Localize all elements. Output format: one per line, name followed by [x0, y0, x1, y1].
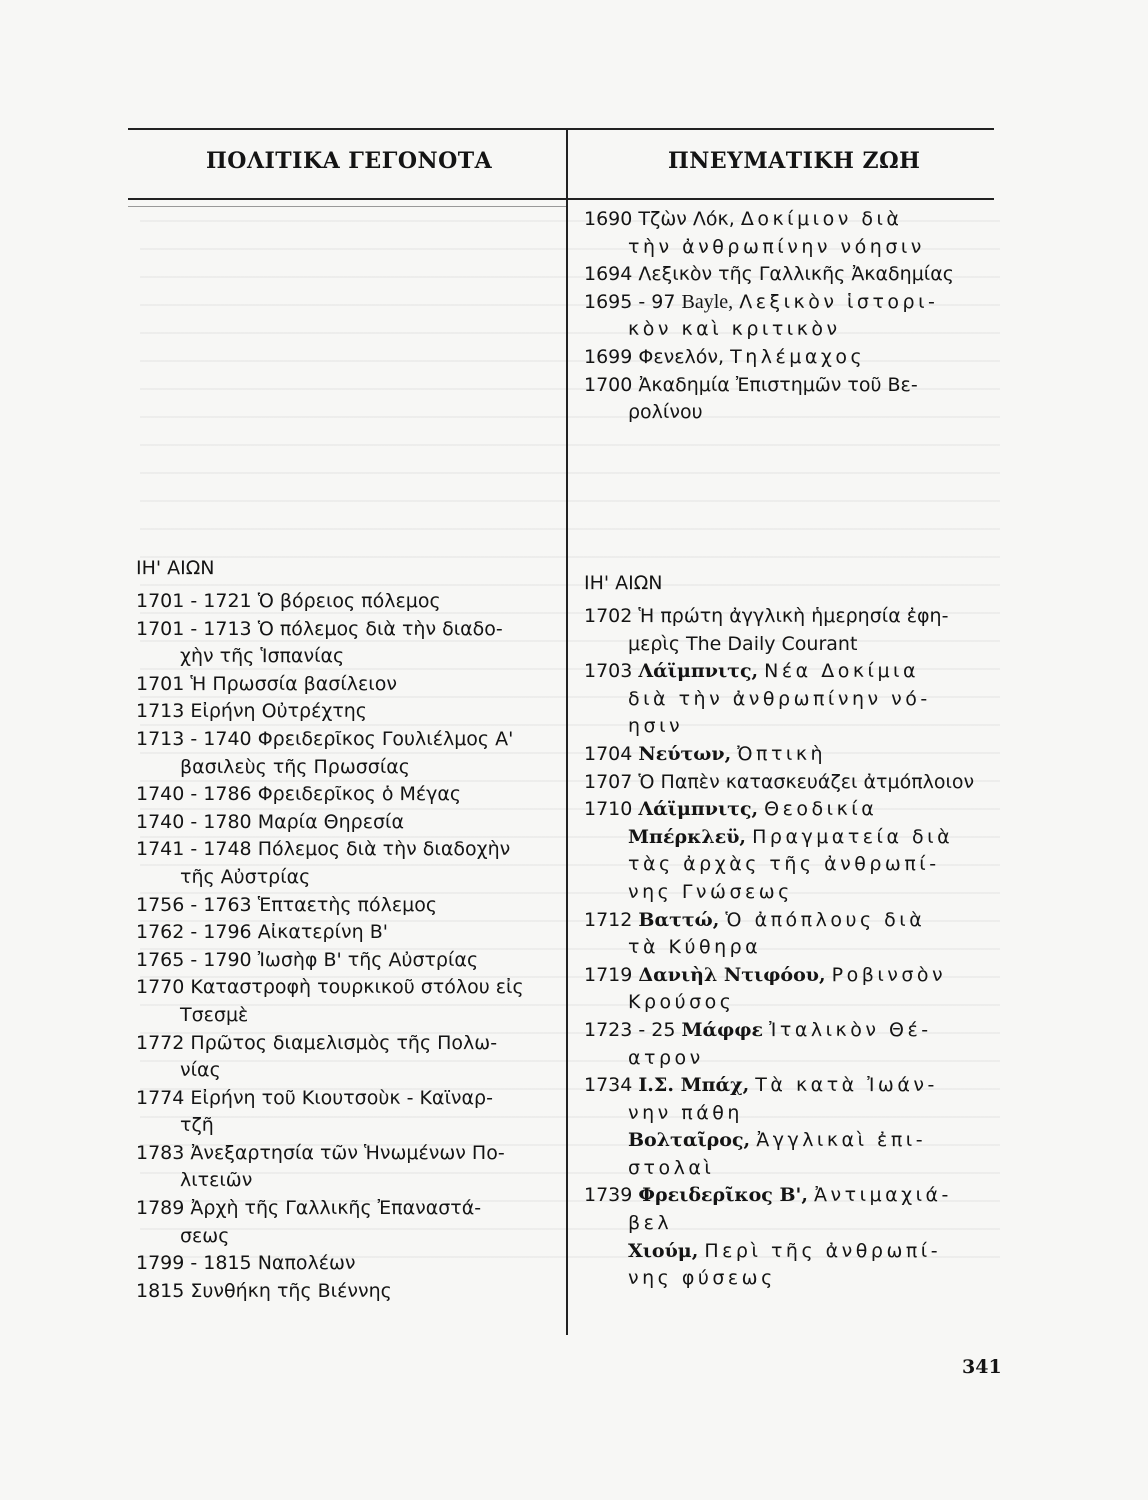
column-divider — [566, 128, 568, 1335]
entry-continuation: νης φύσεως — [628, 1267, 776, 1290]
event-line: 1762 - 1796 Αἰκατερίνη Β' — [136, 921, 389, 944]
entry-line: 1690 Τζὼν Λόκ, Δοκίμιον διὰ — [584, 208, 903, 230]
entry-continuation: τὰ Κύθηρα — [628, 936, 762, 959]
header-rule — [128, 198, 994, 200]
entry-continuation: ατρον — [628, 1046, 704, 1069]
entry-continuation: Μπέρκλεϋ, Πραγματεία διὰ — [628, 825, 954, 848]
century-heading: ΙΗ' ΑΙΩΝ — [136, 557, 215, 579]
entry-continuation: διὰ τὴν ἀνθρωπίνην νό- — [628, 687, 931, 710]
entry-line: 1739 Φρειδερῖκος Β', Ἀντιμαχιά- — [584, 1184, 952, 1207]
century-heading: ΙΗ' ΑΙΩΝ — [584, 572, 663, 594]
header-intellectual-life: ΠΝΕΥΜΑΤΙΚΗ ΖΩΗ — [668, 148, 921, 174]
event-line: 1740 - 1780 Μαρία Θηρεσία — [136, 810, 404, 833]
entry-continuation: ρολίνου — [628, 401, 703, 424]
entry-line: 1704 Νεύτων, Ὀπτικὴ — [584, 742, 827, 765]
entry-continuation: Χιούμ, Περὶ τῆς ἀνθρωπί- — [628, 1239, 942, 1262]
event-line: 1741 - 1748 Πόλεμος διὰ τὴν διαδοχὴν — [136, 838, 511, 861]
event-line: 1701 - 1713 Ὁ πόλεμος διὰ τὴν διαδο- — [136, 617, 503, 640]
event-line: 1740 - 1786 Φρειδερῖκος ὁ Μέγας — [136, 783, 462, 806]
entry-continuation: τὴν ἀνθρωπίνην νόησιν — [628, 235, 925, 258]
entry-continuation: βελ — [628, 1212, 673, 1235]
event-continuation: νίας — [180, 1059, 221, 1082]
event-line: 1701 - 1721 Ὁ βόρειος πόλεμος — [136, 590, 441, 612]
entry-line: 1699 Φενελόν, Τηλέμαχος — [584, 345, 866, 368]
event-line: 1765 - 1790 Ἰωσὴφ Β' τῆς Αὐστρίας — [136, 948, 479, 971]
entry-line: 1703 Λάϊμπνιτς, Νέα Δοκίμια — [584, 660, 920, 683]
entry-line: 1702 Ἡ πρώτη ἀγγλικὴ ἡμερησία ἐφη- — [584, 605, 949, 627]
entry-continuation: νης Γνώσεως — [628, 880, 793, 903]
event-continuation: τῆς Αὐστρίας — [180, 865, 311, 888]
entry-continuation: Βολταῖρος, Ἀγγλικαὶ ἐπι- — [628, 1129, 927, 1152]
entry-line: 1719 Δανιὴλ Ντιφόου, Ροβινσὸν — [584, 963, 947, 986]
entry-line: 1710 Λάϊμπνιτς, Θεοδικία — [584, 798, 878, 821]
event-line: 1799 - 1815 Ναπολέων — [136, 1252, 356, 1275]
page-number: 341 — [962, 1356, 1002, 1378]
event-line: 1770 Καταστροφὴ τουρκικοῦ στόλου εἰς — [136, 976, 524, 999]
event-continuation: βασιλεὺς τῆς Πρωσσίας — [180, 755, 410, 778]
event-continuation: λιτειῶν — [180, 1169, 253, 1192]
event-line: 1783 Ἀνεξαρτησία τῶν Ἡνωμένων Πο- — [136, 1141, 505, 1164]
top-rule — [128, 128, 994, 130]
entry-continuation: Κρούσος — [628, 991, 735, 1014]
entry-continuation: τὰς ἀρχὰς τῆς ἀνθρωπί- — [628, 853, 940, 876]
event-line: 1701 Ἡ Πρωσσία βασίλειον — [136, 672, 397, 695]
entry-continuation: στολαὶ — [628, 1156, 715, 1179]
event-line: 1815 Συνθήκη τῆς Βιέννης — [136, 1279, 392, 1302]
entry-continuation: μερὶς The Daily Courant — [628, 632, 858, 655]
event-continuation: Τσεσμὲ — [180, 1003, 249, 1026]
event-continuation: τζῆ — [180, 1114, 214, 1137]
entry-continuation: νην πάθη — [628, 1101, 743, 1124]
entry-line: 1707 Ὁ Παπὲν κατασκευάζει ἀτμόπλοιον — [584, 770, 975, 793]
event-line: 1772 Πρῶτος διαμελισμὸς τῆς Πολω- — [136, 1031, 498, 1054]
event-line: 1713 - 1740 Φρειδερῖκος Γουλιέλμος Α' — [136, 727, 514, 750]
entry-line: 1723 - 25 Μάφφε Ἰταλικὸν Θέ- — [584, 1018, 932, 1041]
event-line: 1713 Εἰρήνη Οὐτρέχτης — [136, 700, 367, 723]
event-continuation: σεως — [180, 1224, 230, 1247]
left-column — [136, 555, 556, 1305]
event-line: 1756 - 1763 Ἑπταετὴς πόλεμος — [136, 893, 437, 916]
entry-line: 1700 Ἀκαδημία Ἐπιστημῶν τοῦ Βε- — [584, 373, 918, 396]
entry-line: 1734 Ι.Σ. Μπάχ, Τὰ κατὰ Ἰωάν- — [584, 1074, 938, 1097]
entry-line: 1695 - 97 Bayle, Λεξικὸν ἱστορι- — [584, 290, 939, 313]
entry-continuation: ησιν — [628, 715, 684, 738]
entry-continuation: κὸν καὶ κριτικὸν — [628, 318, 841, 341]
right-column — [584, 570, 1002, 1293]
header-political-events: ΠΟΛΙΤΙΚΑ ΓΕΓΟΝΟΤΑ — [206, 148, 493, 174]
event-line: 1789 Ἀρχὴ τῆς Γαλλικῆς Ἐπαναστά- — [136, 1197, 482, 1220]
event-continuation: χὴν τῆς Ἱσπανίας — [180, 645, 345, 668]
entry-line: 1712 Βαττώ, Ὁ ἀπόπλους διὰ — [584, 908, 926, 931]
header-rule-thin — [128, 206, 568, 207]
right-column-top — [584, 206, 1002, 427]
event-line: 1774 Εἰρήνη τοῦ Κιουτσοὺκ - Καϊναρ- — [136, 1086, 493, 1109]
entry-line: 1694 Λεξικὸν τῆς Γαλλικῆς Ἀκαδημίας — [584, 263, 954, 286]
